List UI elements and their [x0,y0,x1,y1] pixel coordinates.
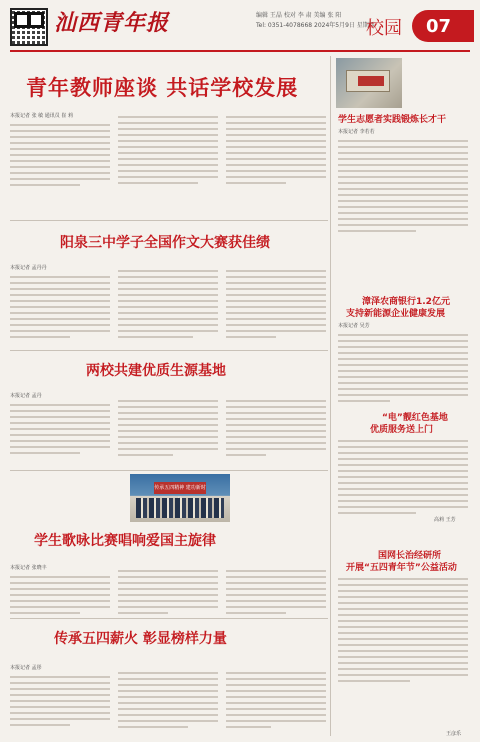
essay-body-col2 [118,270,218,342]
bank-headline-2: 支持新能源企业健康发展 [346,309,446,319]
essay-contest-byline: 本报记者 孟丹丹 [10,265,47,271]
singing-body-col2 [118,570,218,618]
may-fourth-byline: 本报记者 孟彤 [10,665,42,671]
power-headline-1: “电”靓红色基地 [382,413,448,423]
main-byline: 本报记者 张 敏 通讯员 崔 莉 [10,113,73,119]
main-headline: 青年教师座谈 共话学校发展 [26,76,299,100]
grid-headline-2: 开展“五四青年节”公益活动 [346,563,457,573]
bank-byline: 本报记者 吴芳 [338,323,370,329]
masthead [0,0,480,56]
singing-byline: 本报记者 张晓丰 [10,565,47,571]
grid-body [338,578,468,686]
column-divider [330,56,331,736]
partnership-body-col2 [118,400,218,460]
section-divider [10,350,328,351]
choir-figures [136,498,224,518]
sign-plaque [358,76,384,86]
may-fourth-body-col3 [226,672,326,732]
essay-body-col3 [226,270,326,342]
bank-headline-1: 漳泽农商银行1.2亿元 [362,297,450,307]
section-divider [10,220,328,221]
volunteer-headline: 学生志愿者实践锻炼长才干 [338,115,447,125]
editor-credits: 编辑 王晶 校对 李 肃 美编 张 阳 [256,12,342,19]
stage-photo [130,474,230,522]
bank-body [338,334,468,406]
main-body-col2 [118,116,218,188]
volunteer-byline: 本报记者 李若若 [338,129,375,135]
grid-byline: 王彦乐 [446,731,462,737]
may-fourth-body-col1 [10,676,110,730]
may-fourth-body-col2 [118,672,218,732]
masthead-rule [10,50,470,52]
partnership-body-col3 [226,400,326,460]
power-byline: 高莉 王芳 [434,517,456,523]
paper-name: 汕西青年报 [54,10,170,36]
grid-headline-1: 国网长治经研所 [378,551,442,561]
qr-code-icon [10,8,48,46]
essay-body-col1 [10,276,110,342]
singing-body-col3 [226,570,326,618]
section-name: 校园 [366,18,402,39]
volunteer-body [338,140,468,236]
power-body [338,440,468,518]
power-headline-2: 优质服务送上门 [370,425,434,435]
stage-banner: 传承五四精神 建功新时 [154,482,206,494]
volunteer-photo [336,58,402,108]
page-number: 07 [412,10,474,42]
singing-body-col1 [10,576,110,618]
section-divider [10,618,328,619]
section-divider [10,470,328,471]
partnership-body-col1 [10,404,110,458]
may-fourth-headline: 传承五四薪火 彰显榜样力量 [54,631,227,647]
section-tab [360,10,480,44]
essay-contest-headline: 阳泉三中学子全国作文大赛获佳绩 [60,235,270,251]
singing-headline: 学生歌咏比赛唱响爱国主旋律 [34,533,216,549]
partnership-byline: 本报记者 孟丹 [10,393,42,399]
partnership-headline: 两校共建优质生源基地 [86,363,226,379]
main-body-col1 [10,124,110,190]
main-body-col3 [226,116,326,188]
issue-date: Tel: 0351-4078668 2024年5月9日 星期四 [256,22,375,29]
